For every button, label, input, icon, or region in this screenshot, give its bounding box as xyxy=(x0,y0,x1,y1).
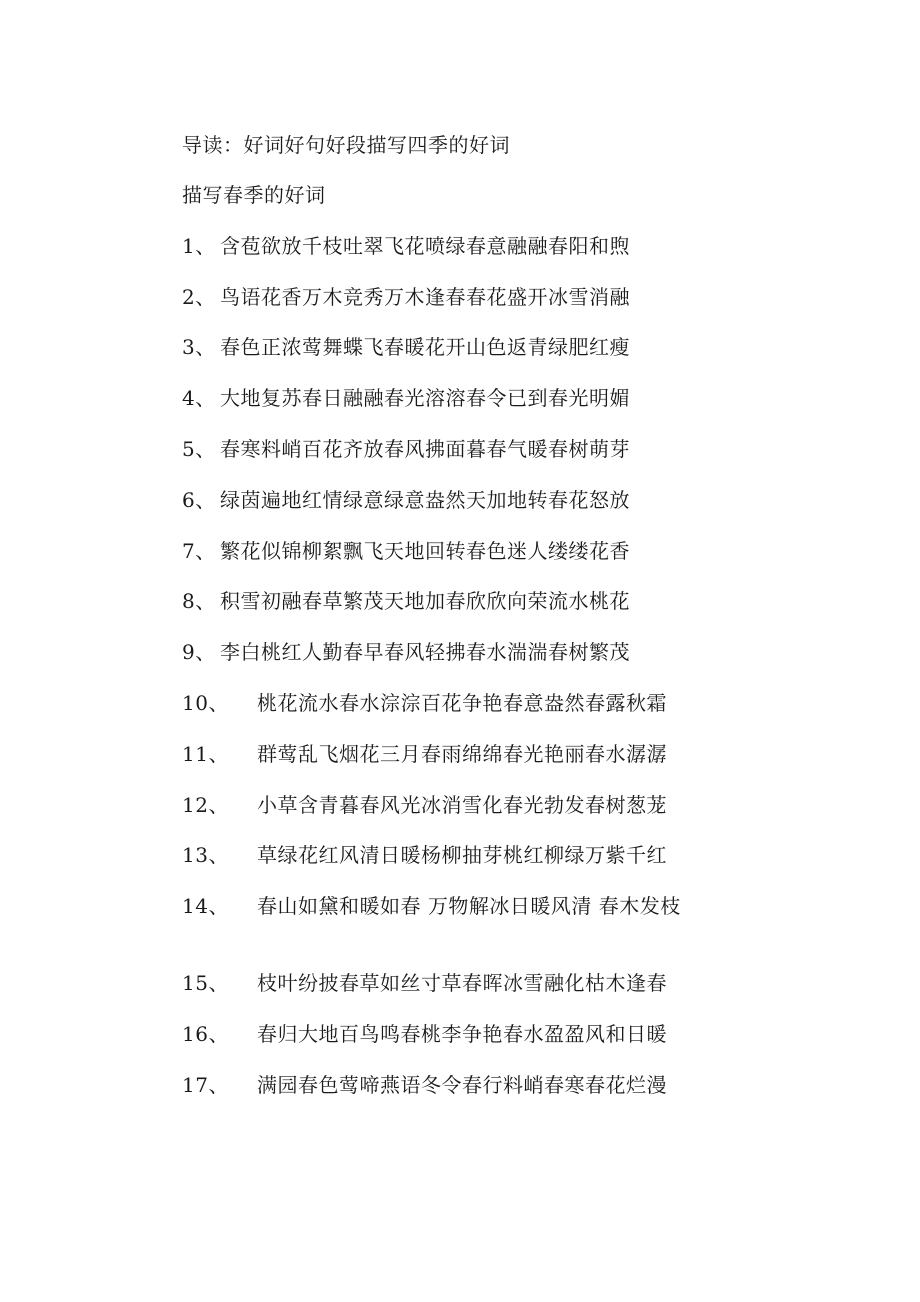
list-item xyxy=(182,1072,702,1098)
list-item xyxy=(182,436,702,462)
item-number: 7、 xyxy=(182,539,216,563)
item-number: 12、 xyxy=(182,793,229,817)
item-number: 17、 xyxy=(182,1073,229,1097)
item-text: 小草含青暮春风光冰消雪化春光勃发春树葱茏 xyxy=(257,793,667,817)
item-text: 春寒料峭百花齐放春风拂面暮春气暖春树萌芽 xyxy=(220,437,630,461)
item-text: 大地复苏春日融融春光溶溶春令已到春光明媚 xyxy=(220,386,630,410)
item-text: 含苞欲放千枝吐翠飞花喷绿春意融融春阳和煦 xyxy=(220,234,630,258)
list-item xyxy=(182,385,702,411)
list-item xyxy=(182,588,702,614)
list-item xyxy=(182,690,702,716)
item-text: 春归大地百鸟鸣春桃李争艳春水盈盈风和日暖 xyxy=(257,1022,667,1046)
list-item xyxy=(182,233,702,259)
list-item xyxy=(182,842,702,868)
list-item xyxy=(182,334,702,360)
list-item xyxy=(182,741,702,767)
item-number: 3、 xyxy=(182,335,216,359)
item-text: 枝叶纷披春草如丝寸草春晖冰雪融化枯木逢春 xyxy=(257,971,667,995)
item-number: 14、 xyxy=(182,894,229,918)
item-text: 积雪初融春草繁茂天地加春欣欣向荣流水桃花 xyxy=(220,589,630,613)
section-heading: 描写春季的好词 xyxy=(182,183,326,207)
intro-line: 导读：好词好句好段描写四季的好词 xyxy=(182,133,510,157)
item-number: 1、 xyxy=(182,234,216,258)
item-text: 群莺乱飞烟花三月春雨绵绵春光艳丽春水潺潺 xyxy=(257,742,667,766)
item-number: 2、 xyxy=(182,285,216,309)
list-item xyxy=(182,538,702,564)
item-text: 繁花似锦柳絮飘飞天地回转春色迷人缕缕花香 xyxy=(220,539,630,563)
item-text: 李白桃红人勤春早春风轻拂春水湍湍春树繁茂 xyxy=(220,640,630,664)
item-number: 11、 xyxy=(182,742,229,766)
item-number: 4、 xyxy=(182,386,216,410)
item-text: 桃花流水春水淙淙百花争艳春意盎然春露秋霜 xyxy=(257,691,667,715)
list-item xyxy=(182,284,702,310)
list-item xyxy=(182,792,702,818)
item-number: 13、 xyxy=(182,843,229,867)
list-item xyxy=(182,639,702,665)
list-item xyxy=(182,970,702,996)
item-number: 8、 xyxy=(182,589,216,613)
item-number: 15、 xyxy=(182,971,229,995)
item-number: 16、 xyxy=(182,1022,229,1046)
item-text: 春山如黛和暖如春 万物解冰日暖风清 春木发枝 xyxy=(257,894,681,918)
item-text: 草绿花红风清日暖杨柳抽芽桃红柳绿万紫千红 xyxy=(257,843,667,867)
item-number: 6、 xyxy=(182,488,216,512)
item-number: 10、 xyxy=(182,691,229,715)
item-text: 鸟语花香万木竞秀万木逢春春花盛开冰雪消融 xyxy=(220,285,630,309)
item-number: 5、 xyxy=(182,437,216,461)
item-text: 满园春色莺啼燕语冬令春行料峭春寒春花烂漫 xyxy=(257,1073,667,1097)
item-text: 绿茵遍地红情绿意绿意盎然天加地转春花怒放 xyxy=(220,488,630,512)
item-text: 春色正浓莺舞蝶飞春暖花开山色返青绿肥红瘦 xyxy=(220,335,630,359)
item-number: 9、 xyxy=(182,640,216,664)
list-item xyxy=(182,487,702,513)
list-item xyxy=(182,890,702,922)
list-item xyxy=(182,1021,702,1047)
